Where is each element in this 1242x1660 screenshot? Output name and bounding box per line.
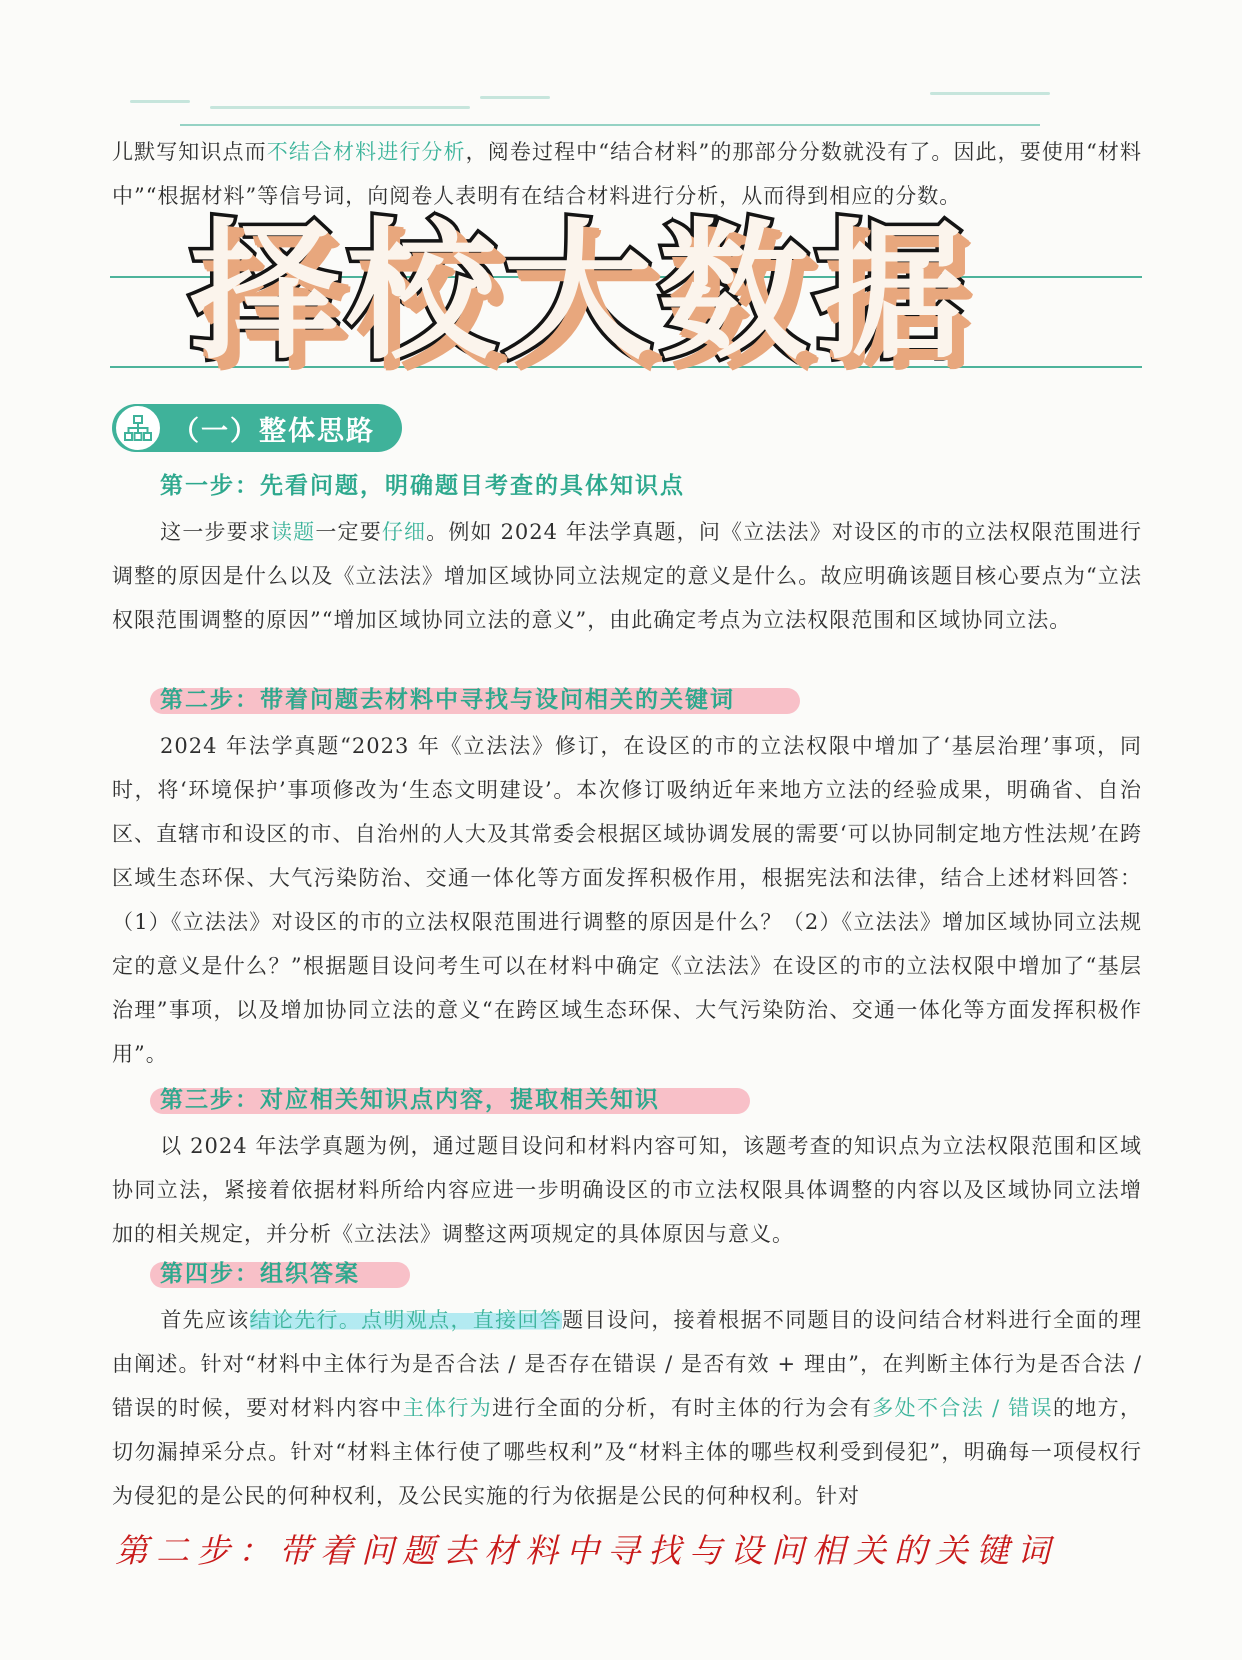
step4-paragraph <box>112 1298 1142 1518</box>
step4-highlight: 主体行为 <box>402 1396 493 1420</box>
step4-highlight: 多处不合法 / 错误 <box>872 1396 1053 1420</box>
step1-text: 一定要 <box>315 520 382 544</box>
big-title: 择校大数据 <box>190 206 971 380</box>
step2-title: 第二步：带着问题去材料中寻找与设问相关的关键词 <box>160 687 735 713</box>
intro-text: “材料中”“根据材料”等信号词，向阅卷人表明有在结合材料进行分析，从而得到相应的分数。 <box>112 140 1143 208</box>
top-smudge <box>480 96 550 99</box>
intro-paragraph <box>112 130 1142 218</box>
step4-highlight: 结论先行。点明观点，直接回答 <box>249 1308 563 1332</box>
step2-paragraph <box>112 724 1142 1076</box>
step4-text: 题目设问，接着根据不同题目的设问结合材料进行全面的理由阐述。针对“材料中主体行为是否合法 / 是否存在错误 / 是否有效 + 理由”，在判断主体行为是否合法 / 错误的时候，要对材料内容中 <box>112 1308 1143 1420</box>
step1-highlight: 仔细 <box>381 520 427 544</box>
flowchart-icon <box>114 404 162 452</box>
step1-text: 。例如 2024 年法学真题，问《立法法》对设区的市的立法权限范围进行调整的原因是什么以及《立法法》增加区域协同立法规定的意义是什么。故应明确该题目核心要点为“立法权限范围调整的原因”“增加区域协同立法的意义”，由此确定考点为立法权限范围和区域协同立法。 <box>112 520 1143 632</box>
top-smudge <box>210 106 470 109</box>
section-title: （一）整体思路 <box>172 415 375 447</box>
intro-text: 儿默写知识点而 <box>112 140 267 164</box>
step1-text: 这一步要求 <box>160 520 272 544</box>
step3-title: 第三步：对应相关知识点内容，提取相关知识 <box>160 1087 660 1113</box>
intro-text: ，阅卷过程中“结合材料”的那部分分数就没有了。因此，要使用 <box>465 140 1087 164</box>
step1-highlight: 读题 <box>271 520 316 544</box>
section-heading <box>112 404 402 452</box>
top-smudge <box>930 92 1050 95</box>
step4-title: 第四步：组织答案 <box>160 1261 360 1287</box>
intro-highlight: 不结合材料进行分析 <box>266 140 466 164</box>
handwritten-note: 第二步：带着问题去材料中寻找与设问相关的关键词 <box>115 1531 1058 1570</box>
step4-text: 进行全面的分析，有时主体的行为会有 <box>492 1396 873 1420</box>
step4-text: 的地方，切勿漏掉采分点。针对“材料主体行使了哪些权利”及“材料主体的哪些权利受到侵犯”，明确每一项侵权行为侵犯的是公民的何种权利，及公民实施的行为依据是公民的何种权利。针对 <box>112 1396 1143 1508</box>
step1-title: 第一步：先看问题，明确题目考查的具体知识点 <box>160 473 685 499</box>
top-smudge <box>130 100 190 103</box>
step1-paragraph <box>112 510 1142 642</box>
step3-paragraph <box>112 1124 1142 1256</box>
step2-text: 2024 年法学真题“2023 年《立法法》修订，在设区的市的立法权限中增加了‘基层治理’事项，同时，将‘环境保护’事项修改为‘生态文明建设’。本次修订吸纳近年来地方立法的经验成果，明确省、自治区、直辖市和设区的市、自治州的人大及其常委会根据区域协调发展的需要‘可以协同制定地方性法规’在跨区域生态环保、大气污染防治、交通一体化等方面发挥积极作用，根据宪法和法律，结合上述材料回答：（1）《立法法》对设区的市的立法权限范围进行调整的原因是什么？（2）《立法法》增加区域协同立法规定的意义是什么？”根据题目设问考生可以在材料中确定《立法法》在设区的市的立法权限中增加了“基层治理”事项，以及增加协同立法的意义“在跨区域生态环保、大气污染防治、交通一体化等方面发挥积极作用”。 <box>112 734 1142 1066</box>
step3-text: 以 2024 年法学真题为例，通过题目设问和材料内容可知，该题考查的知识点为立法权限范围和区域协同立法，紧接着依据材料所给内容应进一步明确设区的市立法权限具体调整的内容以及区域协同立法增加的相关规定，并分析《立法法》调整这两项规定的具体原因与意义。 <box>112 1134 1142 1246</box>
top-rule <box>180 124 1040 126</box>
step4-text: 首先应该 <box>160 1308 250 1332</box>
